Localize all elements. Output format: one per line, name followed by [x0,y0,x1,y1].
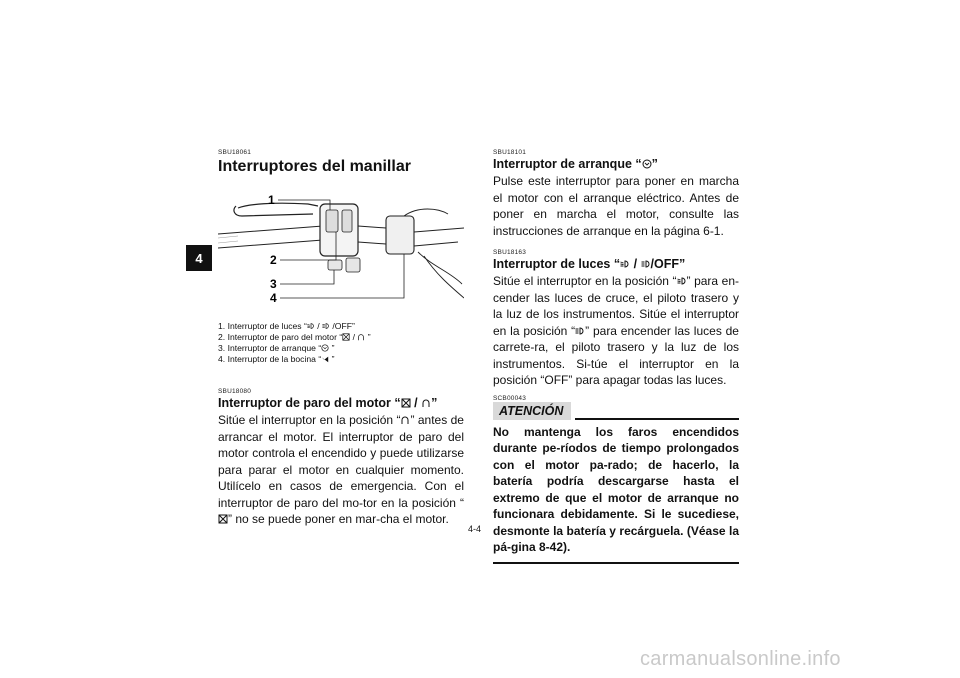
section-code: SBU18163 [493,249,527,256]
start-icon [642,159,652,169]
horn-button [346,258,360,272]
paragraph: Sitúe el interruptor en la posición “ ” antes de arrancar el motor. El interruptor de paro del motor controla el encendido y puede utilizarse para parar el motor en cualquier momento. Utilícelo en casos de emergencia. Con el interruptor de paro del mo-tor en la posición “” no se puede poner en mar-cha el motor. [218,413,464,526]
bar-right [414,228,464,246]
engine-run-icon [400,415,410,425]
start-icon [321,344,329,352]
right-column [493,149,739,564]
chapter-tab-number: 4 [195,250,203,266]
leader-3 [280,270,334,284]
chapter-tab [186,245,212,271]
start-button [328,260,342,270]
paragraph: Sitúe el interruptor en la posición “ ” para en-cender las luces de cruce, el piloto trasero y la luz de los instrumentos. Sitúe el interruptor en la posición “ ” para encender las luces de carrete-ra, el piloto trasero y la luz de los instrumentos. Si-túe el interruptor en la posición “OFF” para apagar todas las luces. [493,274,739,387]
parts-list [218,321,464,365]
left-column-header [218,149,464,176]
attention-bottom-rule [493,562,739,564]
page-number: 4-4 [468,524,482,534]
engine-stop-icon [218,514,228,524]
horn-icon [321,355,329,363]
handlebar-switch-diagram [218,186,464,310]
light-switch [326,210,338,232]
grip-texture [218,236,238,243]
watermark: carmanualsonline.info [640,648,841,670]
high-beam-icon [641,259,651,269]
brake-lever-outline [234,206,313,216]
attention-rule [575,418,739,420]
paragraph: Pulse este interruptor para poner en marcha el motor con el arranque eléctrico. Antes de poner en marcha el motor, consulte las instrucciones de arranque en la página 6-1. [493,174,739,238]
section-heading: Interruptor de arranque “ ” [493,157,658,171]
handlebar-grip [218,226,323,248]
callout-2: 2 [270,253,277,267]
brake-lever [238,203,318,208]
page-title: Interruptores del manillar [218,158,411,175]
section-heading: Interruptor de luces “ / /OFF” [493,257,686,271]
cable [404,209,448,216]
bar-center [358,226,386,244]
list-item: 2. Interruptor de paro del motor “ / ” [218,332,371,342]
section-code: SBU18101 [493,149,527,156]
cable-lower-2 [424,256,464,298]
callout-3: 3 [270,277,277,291]
high-beam-icon [575,326,585,336]
stop-switch [342,210,352,232]
section-code: SBU18080 [218,388,252,395]
callout-1: 1 [268,193,275,207]
section-code: SCB00043 [493,394,527,402]
list-item: 3. Interruptor de arranque “ ” [218,343,335,353]
section-heading: Interruptor de paro del motor “ / ” [218,396,438,410]
engine-stop-icon [401,398,411,408]
section-code: SBU18061 [218,149,252,156]
low-beam-icon [307,322,315,330]
attention-label: ATENCIÓN [493,402,571,420]
high-beam-icon [322,322,330,330]
throttle-housing [386,216,414,254]
list-item: 1. Interruptor de luces “ / /OFF” [218,321,355,331]
attention-box [493,395,739,564]
engine-stop-icon [342,333,350,341]
low-beam-icon [677,276,687,286]
attention-text: No mantenga los faros encendidos durante pe-ríodos de tiempo prolongados con el motor pa-rado; de hacerlo, la batería podría descargarse hasta el extremo de que el motor de arranque no funcionara debidamente. Si le sucediese, desmonte la batería y recárguela. (Véase la pá-gina 8-42). [493,424,739,554]
low-beam-icon [620,259,630,269]
callout-4: 4 [270,291,277,305]
engine-stop-section [218,388,464,528]
attention-header [493,402,739,420]
list-item: 4. Interruptor de la bocina “ ” [218,354,335,364]
engine-run-icon [421,398,431,408]
